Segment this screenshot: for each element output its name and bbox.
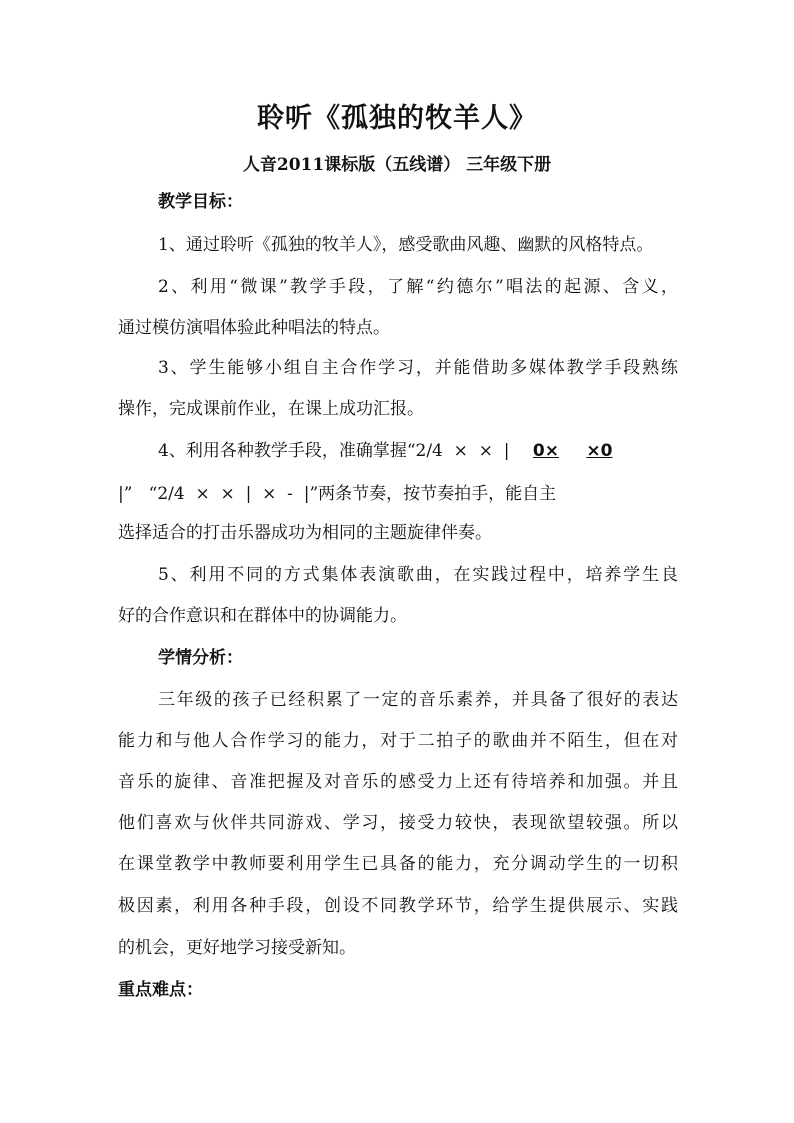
objective-3-line-1: 3、学生能够小组自主合作学习，并能借助多媒体教学手段熟练 <box>158 358 678 378</box>
objective-2-line-1: 2、利用“微课”教学手段，了解“约德尔”唱法的起源、含义， <box>158 277 678 297</box>
objective-2-line-2: 通过模仿演唱体验此种唱法的特点。 <box>118 318 390 338</box>
analysis-line-6: 极因素，利用各种手段，创设不同教学环节，给学生提供展示、实践 <box>118 896 678 916</box>
section-heading-analysis: 学情分析： <box>158 648 243 668</box>
objective-4-line-2-text: 两条节奏，按节奏拍手，能自主 <box>318 484 557 504</box>
objective-3-line-2: 操作，完成课前作业，在课上成功汇报。 <box>118 399 424 419</box>
analysis-line-5: 在课堂教学中教师要利用学生已具备的能力，充分调动学生的一切积 <box>118 854 678 874</box>
objective-5-line-2: 好的合作意识和在群体中的协调能力。 <box>118 606 407 626</box>
analysis-line-7: 的机会，更好地学习接受新知。 <box>118 938 356 958</box>
objective-1: 1、通过聆听《孤独的牧羊人》，感受歌曲风趣、幽默的风格特点。 <box>158 235 654 255</box>
section-heading-keypoints: 重点难点： <box>118 980 203 1000</box>
objective-4-line-2 <box>118 482 678 506</box>
document-subtitle: 人音2011课标版（五线谱） 三年级下册 <box>242 155 552 175</box>
document-title: 聆听《孤独的牧羊人》 <box>257 103 537 134</box>
objective-4-line-3: 选择适合的打击乐器成功为相同的主题旋律伴奏。 <box>118 523 492 543</box>
objective-4-rhythm-second: |” “2/4 × × | × - |” <box>118 484 319 504</box>
objective-4-line-1 <box>158 439 678 463</box>
analysis-line-4: 他们喜欢与伙伴共同游戏、学习，接受力较快，表现欲望较强。所以 <box>118 813 678 833</box>
objective-5-line-1: 5、利用不同的方式集体表演歌曲，在实践过程中，培养学生良 <box>158 565 678 585</box>
objective-4-rhythm-text: 4、利用各种教学手段，准确掌握“2/4 × × | <box>158 441 510 461</box>
analysis-line-2: 能力和与他人合作学习的能力，对于二拍子的歌曲并不陌生，但在对 <box>118 731 678 751</box>
section-heading-objectives: 教学目标： <box>158 192 243 212</box>
rhythm-underlined-2: ×0 <box>586 441 613 461</box>
rhythm-underlined-1: 0× <box>532 441 559 461</box>
analysis-line-1: 三年级的孩子已经积累了一定的音乐素养，并具备了很好的表达 <box>158 690 678 710</box>
analysis-line-3: 音乐的旋律、音准把握及对音乐的感受力上还有待培养和加强。并且 <box>118 772 678 792</box>
